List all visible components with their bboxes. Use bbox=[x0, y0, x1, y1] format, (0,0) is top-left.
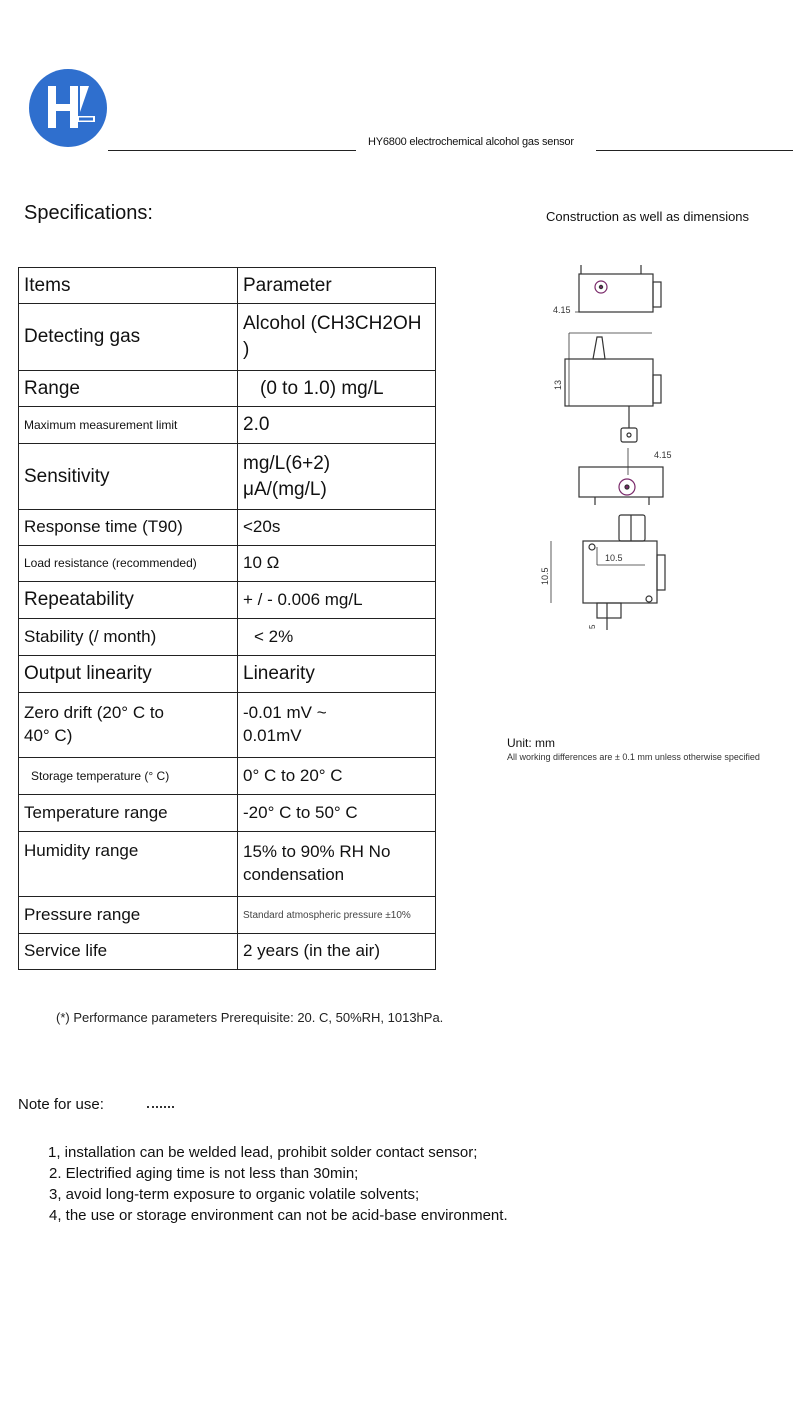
company-logo bbox=[28, 68, 108, 148]
dim-label: 4.15 bbox=[553, 305, 571, 315]
specifications-heading: Specifications: bbox=[24, 202, 153, 224]
item-cell: Temperature range bbox=[19, 795, 238, 832]
table-row bbox=[19, 407, 436, 444]
dimension-drawing bbox=[535, 255, 735, 640]
value-cell: mg/L(6+2) μA/(mg/L) bbox=[238, 444, 436, 510]
list-item: 3, avoid long-term exposure to organic volatile solvents; bbox=[49, 1186, 420, 1203]
unit-label: Unit: mm bbox=[507, 736, 555, 750]
table-row bbox=[19, 582, 436, 619]
table-row bbox=[19, 795, 436, 832]
item-cell: Detecting gas bbox=[19, 304, 238, 371]
table-row bbox=[19, 619, 436, 656]
table-row bbox=[19, 546, 436, 582]
construction-heading: Construction as well as dimensions bbox=[546, 209, 750, 224]
item-cell: Storage temperature (° C) bbox=[19, 758, 238, 795]
table-row bbox=[19, 693, 436, 758]
item-cell: Zero drift (20° C to 40° C) bbox=[19, 693, 238, 758]
value-cell: Standard atmospheric pressure ±10% bbox=[238, 897, 436, 934]
header-rule-right bbox=[596, 150, 793, 151]
table-row bbox=[19, 897, 436, 934]
item-cell: Pressure range bbox=[19, 897, 238, 934]
dim-label: 5 bbox=[588, 624, 597, 629]
front-view bbox=[553, 333, 661, 442]
tolerance-note: All working differences are ± 0.1 mm unless otherwise specified bbox=[507, 752, 760, 762]
table-row bbox=[19, 656, 436, 693]
item-cell: Stability (/ month) bbox=[19, 619, 238, 656]
item-cell: Sensitivity bbox=[19, 444, 238, 510]
value-cell: Linearity bbox=[238, 656, 436, 693]
item-cell: Service life bbox=[19, 934, 238, 970]
item-cell: Humidity range bbox=[19, 832, 238, 897]
dim-label: 10.5 bbox=[605, 553, 623, 563]
value-cell: -20° C to 50° C bbox=[238, 795, 436, 832]
notes-heading: Note for use: bbox=[18, 1096, 104, 1113]
list-item: 2. Electrified aging time is not less than 30min; bbox=[49, 1165, 359, 1182]
table-row bbox=[19, 268, 436, 304]
specifications-table bbox=[18, 267, 436, 970]
performance-note: (*) Performance parameters Prerequisite: 20. C, 50%RH, 1013hPa. bbox=[56, 1010, 444, 1025]
table-row bbox=[19, 444, 436, 510]
list-item: 1, installation can be welded lead, prohibit solder contact sensor; bbox=[48, 1144, 478, 1161]
table-row bbox=[19, 371, 436, 407]
value-cell: + / - 0.006 mg/L bbox=[238, 582, 436, 619]
notes-mark bbox=[147, 1106, 174, 1108]
dim-label: 13 bbox=[553, 379, 563, 390]
table-row bbox=[19, 758, 436, 795]
list-item: 4, the use or storage environment can not be acid-base environment. bbox=[49, 1207, 508, 1224]
top-view bbox=[553, 265, 661, 315]
value-cell: 2 years (in the air) bbox=[238, 934, 436, 970]
item-cell: Output linearity bbox=[19, 656, 238, 693]
value-cell: (0 to 1.0) mg/L bbox=[238, 371, 436, 407]
value-cell: <20s bbox=[238, 510, 436, 546]
header-rule-left bbox=[108, 150, 356, 151]
table-row bbox=[19, 510, 436, 546]
table-header-items: Items bbox=[19, 268, 238, 304]
value-cell: 10 Ω bbox=[238, 546, 436, 582]
item-cell: Response time (T90) bbox=[19, 510, 238, 546]
table-row bbox=[19, 304, 436, 371]
value-cell: 2.0 bbox=[238, 407, 436, 444]
bottom-view bbox=[540, 515, 665, 630]
notes-list bbox=[48, 1142, 508, 1226]
value-cell: < 2% bbox=[238, 619, 436, 656]
value-cell: 0° C to 20° C bbox=[238, 758, 436, 795]
item-cell: Load resistance (recommended) bbox=[19, 546, 238, 582]
value-cell: -0.01 mV ~ 0.01mV bbox=[238, 693, 436, 758]
value-cell: 15% to 90% RH No condensation bbox=[238, 832, 436, 897]
dim-label: 4.15 bbox=[654, 450, 672, 460]
table-header-parameter: Parameter bbox=[238, 268, 436, 304]
item-cell: Range bbox=[19, 371, 238, 407]
table-row bbox=[19, 934, 436, 970]
side-view bbox=[579, 448, 672, 505]
value-cell: Alcohol (CH3CH2OH ) bbox=[238, 304, 436, 371]
table-row bbox=[19, 832, 436, 897]
dim-label: 10.5 bbox=[540, 567, 550, 585]
item-cell: Repeatability bbox=[19, 582, 238, 619]
item-cell: Maximum measurement limit bbox=[19, 407, 238, 444]
document-title: HY6800 electrochemical alcohol gas sensor bbox=[368, 136, 574, 148]
